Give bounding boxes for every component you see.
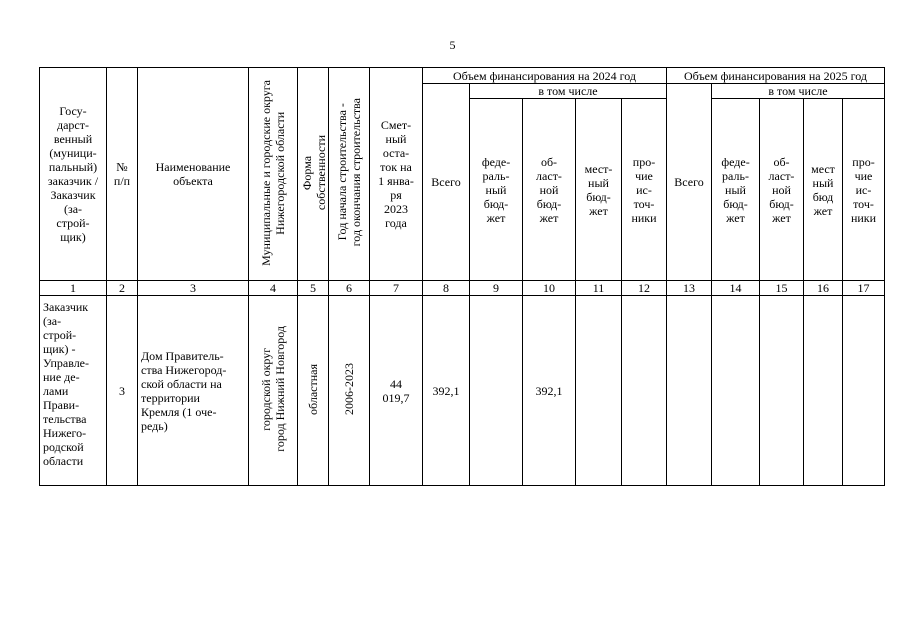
header-including-2025: в том числе [712,84,885,99]
header-object-name: Наименование объекта [138,68,249,281]
header-customer: Госу- дарст- венный (муници- пальный) заказчик / Заказчик (за- строй- щик) [40,68,107,281]
cell-other-2024 [622,296,667,486]
column-number: 15 [760,281,804,296]
cell-regional-2025 [760,296,804,486]
cell-local-2025 [804,296,843,486]
cell-ownership: областная [298,296,329,486]
column-number: 10 [523,281,576,296]
header-local-2025: мест ный бюд жет [804,99,843,281]
column-number: 5 [298,281,329,296]
header-years: Год начала строительства - год окончания строительства [329,68,370,281]
column-number: 12 [622,281,667,296]
header-other-2025: про- чие ис- точ- ники [843,99,885,281]
cell-federal-2025 [712,296,760,486]
header-funding-2024: Объем финансирования на 2024 год [423,68,667,84]
header-item-no: № п/п [107,68,138,281]
cell-total-2025 [667,296,712,486]
header-regional-2024: об- ласт- ной бюд- жет [523,99,576,281]
header-federal-2024: феде- раль- ный бюд- жет [470,99,523,281]
column-number: 11 [576,281,622,296]
page-number: 5 [449,38,456,52]
cell-other-2025 [843,296,885,486]
cell-district: городской округ город Нижний Новгород [249,296,298,486]
header-ownership: Форма собственности [298,68,329,281]
header-funding-2025: Объем финансирования на 2025 год [667,68,885,84]
cell-customer: Заказчик (за- строй- щик) - Управле- ние де- лами Прави- тельства Нижего- родской области [40,296,107,486]
cell-estimated-balance: 44 019,7 [370,296,423,486]
header-federal-2025: феде- раль- ный бюд- жет [712,99,760,281]
column-number: 17 [843,281,885,296]
column-number: 9 [470,281,523,296]
column-number: 13 [667,281,712,296]
cell-local-2024 [576,296,622,486]
header-districts: Муниципальные и городские округа Нижегородской области [249,68,298,281]
column-number: 4 [249,281,298,296]
column-number: 6 [329,281,370,296]
header-regional-2025: об- ласт- ной бюд- жет [760,99,804,281]
cell-federal-2024 [470,296,523,486]
column-number: 1 [40,281,107,296]
column-number: 14 [712,281,760,296]
cell-years: 2006-2023 [329,296,370,486]
header-total-2025: Всего [667,84,712,281]
column-number: 16 [804,281,843,296]
column-number: 8 [423,281,470,296]
cell-total-2024: 392,1 [423,296,470,486]
column-number: 7 [370,281,423,296]
financing-table [39,67,885,486]
column-number: 2 [107,281,138,296]
cell-item-no: 3 [107,296,138,486]
column-number: 3 [138,281,249,296]
cell-regional-2024: 392,1 [523,296,576,486]
header-total-2024: Всего [423,84,470,281]
header-other-2024: про- чие ис- точ- ники [622,99,667,281]
column-number-row [40,281,885,296]
table-row [40,296,885,486]
header-including-2024: в том числе [470,84,667,99]
header-local-2024: мест- ный бюд- жет [576,99,622,281]
cell-object-name: Дом Правитель- ства Нижегород- ской области на территории Кремля (1 оче- редь) [138,296,249,486]
header-estimated-balance: Смет- ный оста- ток на 1 янва- ря 2023 года [370,68,423,281]
